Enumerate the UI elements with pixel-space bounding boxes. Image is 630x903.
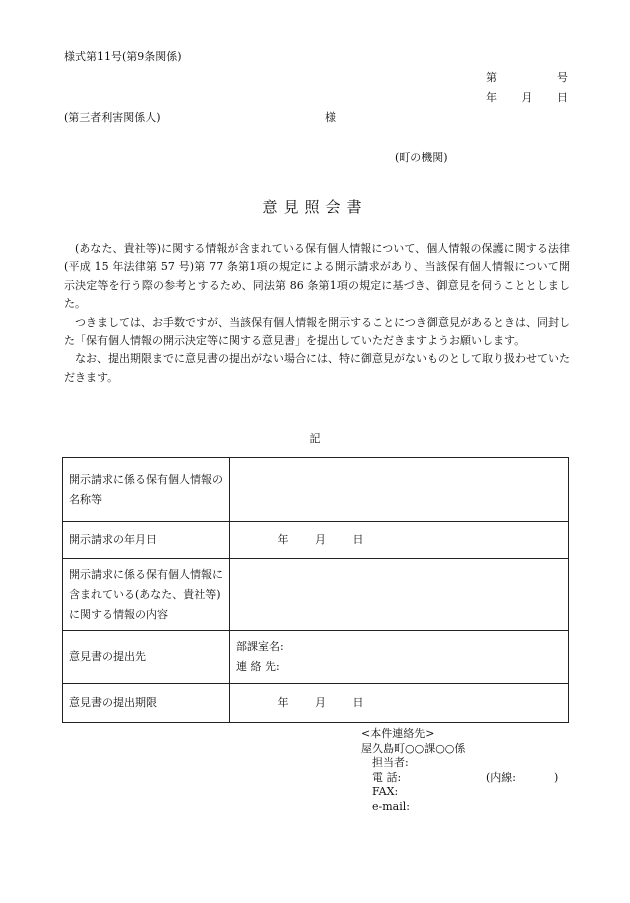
row-label-submit-to: 意見書の提出先 (63, 631, 230, 684)
body-paragraph-3: なお、提出期限までに意見書の提出がない場合には、特に御意見がないものとして取り扱わせていただきます。 (64, 352, 570, 384)
document-date-year: 年 (486, 91, 497, 104)
contact-extension-close: ) (554, 770, 559, 784)
table-row (63, 458, 569, 522)
table-row (63, 684, 569, 723)
deadline-month: 月 (315, 696, 326, 709)
issuing-agency: (町の機関) (395, 151, 448, 164)
row-label-info-name: 開示請求に係る保有個人情報の名称等 (63, 458, 230, 522)
contact-fax: FAX: (372, 785, 399, 798)
deadline-year: 年 (277, 696, 289, 709)
contact-phone-row (361, 771, 558, 786)
row-value-deadline (230, 684, 569, 723)
deadline-day: 日 (352, 696, 364, 709)
request-date-day: 日 (352, 533, 364, 546)
row-value-request-date (230, 522, 569, 559)
ki-label: 記 (309, 432, 321, 445)
row-label-deadline: 意見書の提出期限 (63, 684, 230, 723)
document-date-line (486, 92, 568, 103)
document-number-dai: 第 (486, 71, 497, 84)
table-row (63, 631, 569, 684)
contact-block (361, 727, 558, 814)
document-date-month: 月 (521, 91, 533, 104)
contact-heading: <本件連絡先> (361, 727, 435, 740)
document-title: 意見照会書 (262, 198, 368, 216)
document-number-line (486, 72, 568, 83)
form-number: 様式第11号(第9条関係) (64, 50, 182, 63)
table-row (63, 522, 569, 559)
body-paragraph-1: (あなた、貴社等)に関する情報が含まれている保有個人情報について、個人情報の保護に関する法律(平成 15 年法律第 57 号)第 77 条第1項の規定による開示請求があり、当該保有個人情報について開示決定等を行う際の参考とするため、同法第 86 条第1項の規定に基づき、御意見を伺うこととしました。 (64, 242, 570, 311)
row-value-info-name (230, 458, 569, 522)
contact-person: 担当者: (372, 756, 409, 769)
submit-to-dept: 部課室名: (236, 640, 284, 653)
request-date-month: 月 (315, 533, 326, 546)
contact-office: 屋久島町○○課○○係 (361, 741, 466, 755)
contact-extension: (内線: (486, 770, 516, 784)
recipient-line (64, 112, 336, 123)
recipient-honorific: 様 (325, 111, 336, 124)
document-number-go: 号 (557, 71, 568, 84)
row-label-info-content: 開示請求に係る保有個人情報に含まれている(あなた、貴社等)に関する情報の内容 (63, 559, 230, 631)
document-date-day: 日 (557, 91, 568, 104)
body-paragraph-2: つきましては、お手数ですが、当該保有個人情報を開示することにつき御意見があるときは、同封した「保有個人情報の開示決定等に関する意見書」を提出していただきますようお願いします。 (64, 315, 570, 348)
row-value-info-content (230, 559, 569, 631)
table-row (63, 559, 569, 631)
request-date-year: 年 (277, 533, 289, 546)
contact-email: e-mail: (372, 799, 410, 813)
row-label-request-date: 開示請求の年月日 (63, 522, 230, 559)
recipient-name: (第三者利害関係人) (64, 111, 161, 124)
contact-phone: 電 話: (372, 770, 402, 784)
submit-to-contact: 連 絡 先: (236, 660, 280, 673)
body-text (64, 240, 570, 387)
row-value-submit-to (230, 631, 569, 684)
info-table (62, 457, 569, 723)
